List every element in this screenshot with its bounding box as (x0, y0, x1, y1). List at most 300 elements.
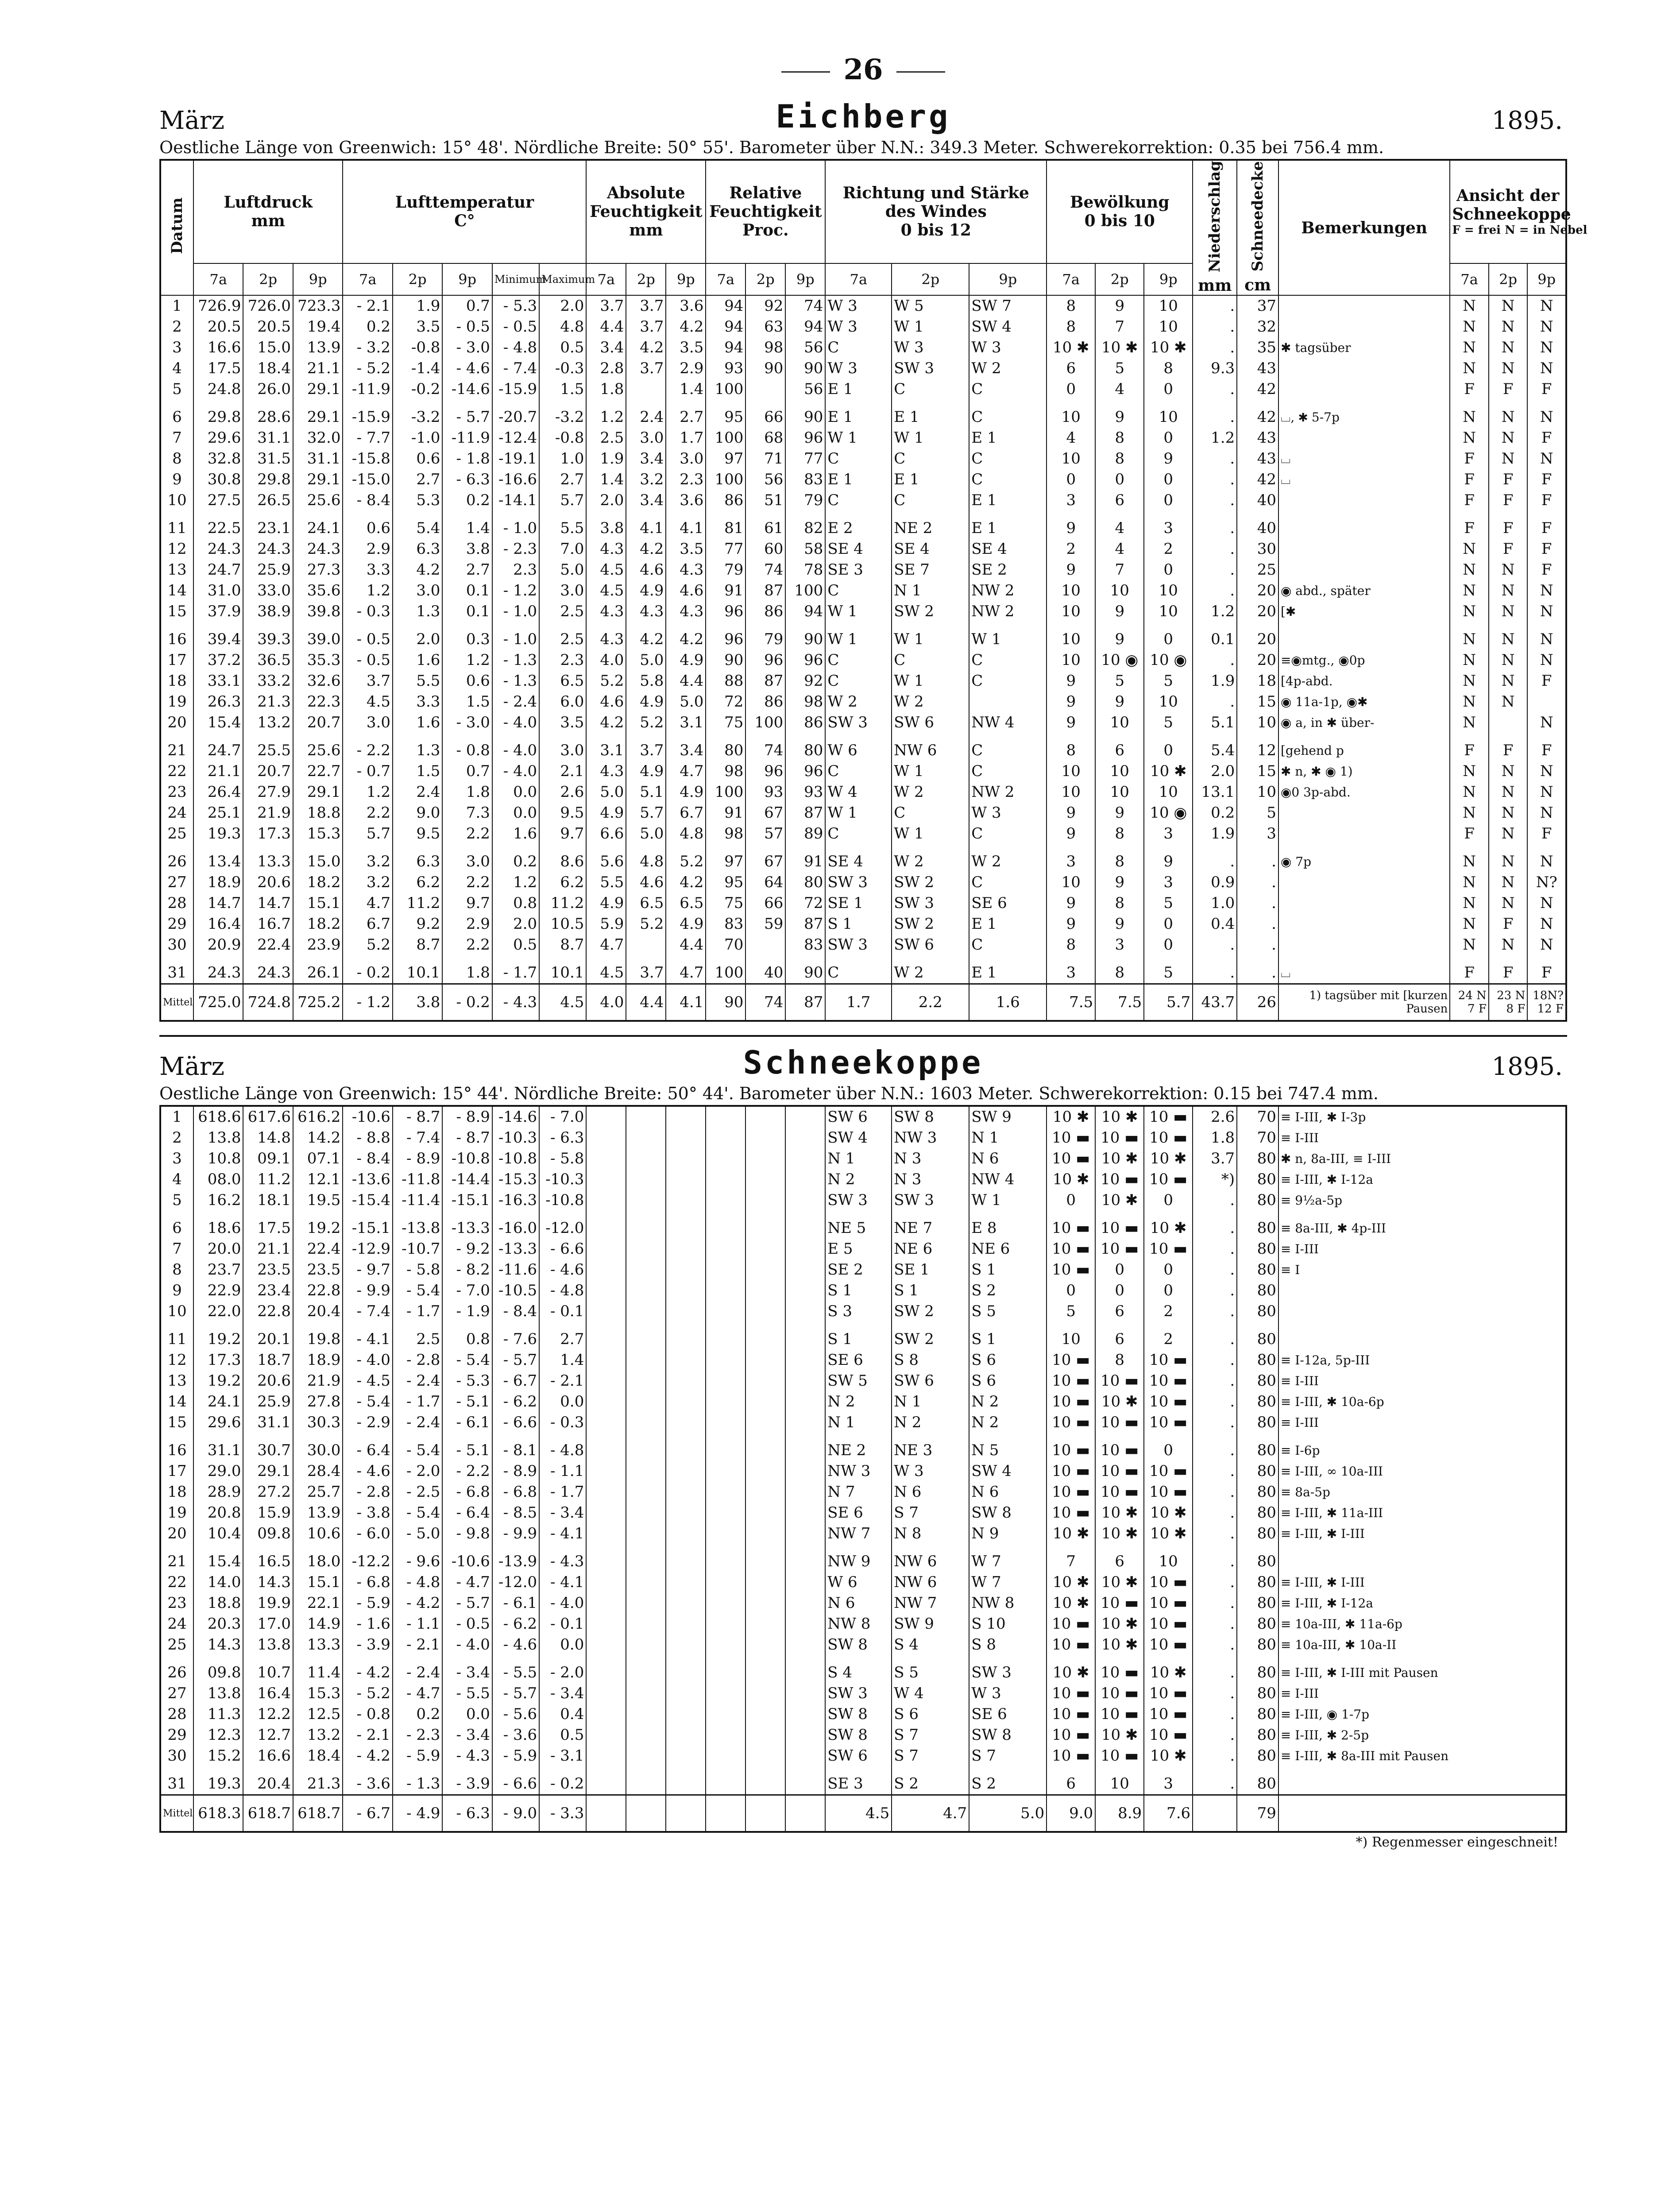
table-cell: 14.3 (243, 1572, 293, 1593)
table-cell: 9 (1095, 914, 1144, 935)
table-cell: 30.7 (243, 1440, 293, 1461)
table-cell: 3.1 (666, 712, 706, 740)
table-cell: F (1450, 379, 1488, 407)
table-cell: N (1450, 629, 1488, 650)
table-cell: 93 (745, 782, 785, 803)
table-cell: . (1193, 539, 1237, 560)
table-cell: . (1193, 1704, 1237, 1725)
table-cell: - 1.3 (393, 1773, 442, 1795)
table-cell: NE 6 (969, 1239, 1047, 1259)
table-cell (586, 1523, 626, 1551)
table-cell: 18.8 (193, 1593, 243, 1614)
table-cell: -20.7 (492, 407, 539, 428)
table-cell (586, 1572, 626, 1593)
mittel-cell: 79 (1237, 1795, 1278, 1832)
table-cell: SW 6 (892, 1371, 969, 1391)
table-cell: N (1489, 803, 1527, 823)
row-date: 3 (160, 1148, 193, 1169)
table-cell: 40 (745, 962, 785, 984)
table-cell: 33.1 (193, 671, 243, 691)
table-cell: W 2 (825, 691, 892, 712)
table-cell: N (1527, 295, 1566, 317)
table-cell: N 2 (825, 1391, 892, 1412)
table-cell (586, 1259, 626, 1280)
mittel-cell: 8.9 (1095, 1795, 1144, 1832)
table-cell (626, 1503, 666, 1523)
table-cell (626, 1391, 666, 1412)
table-cell (586, 1461, 626, 1482)
table-cell: -16.6 (492, 469, 539, 490)
table-cell: 10 ✱ (1095, 1634, 1144, 1662)
mittel-cell: - 6.7 (343, 1795, 392, 1832)
station1-coords: Oestliche Länge von Greenwich: 15° 48'. Nördliche Breite: 50° 55'. Barometer über N.N.: 349.3 Meter. Schwerekorrektion: 0.35 bei 756.4 mm. (159, 138, 1384, 157)
table-cell (706, 1128, 745, 1148)
row-date: 17 (160, 1461, 193, 1482)
table-cell: 2.3 (539, 650, 586, 671)
table-cell: 8 (1095, 448, 1144, 469)
table-cell: W 3 (969, 337, 1047, 358)
table-cell: 4.9 (586, 893, 626, 914)
table-cell (706, 1704, 745, 1725)
table-cell: 5 (1144, 671, 1193, 691)
table-cell: SW 9 (969, 1106, 1047, 1128)
table-cell: - 6.4 (442, 1503, 492, 1523)
table-cell: W 3 (969, 1683, 1047, 1704)
table-row (160, 1218, 1566, 1239)
table-cell: 10 ▬ (1047, 1503, 1095, 1523)
table-cell: 22.1 (293, 1593, 343, 1614)
table-cell: C (892, 490, 969, 518)
table-cell: - 4.0 (442, 1634, 492, 1662)
table-cell (785, 1169, 825, 1190)
table-cell: SW 2 (892, 1301, 969, 1329)
table-cell: 29.1 (293, 469, 343, 490)
table-cell: 72 (706, 691, 745, 712)
table-cell: 11.3 (193, 1704, 243, 1725)
table-cell: 72 (785, 893, 825, 914)
table-cell: - 2.3 (492, 539, 539, 560)
table-cell: 20.7 (243, 761, 293, 782)
table-cell (785, 1440, 825, 1461)
table-cell: 98 (706, 761, 745, 782)
table-cell: 9 (1047, 671, 1095, 691)
table-cell: 6.2 (393, 872, 442, 893)
table-cell: 10 ▬ (1144, 1128, 1193, 1148)
table-cell: 93 (785, 782, 825, 803)
table-cell: -15.3 (492, 1169, 539, 1190)
table-cell: ≡ I-III, ✱ 10a-6p (1278, 1391, 1566, 1412)
table-row (160, 358, 1566, 379)
table-cell: 10 ▬ (1047, 1725, 1095, 1746)
table-cell: 12.5 (293, 1704, 343, 1725)
table-cell: 2.9 (343, 539, 392, 560)
table-cell: 26.3 (193, 691, 243, 712)
table-cell: 96 (785, 650, 825, 671)
table-row (160, 740, 1566, 761)
table-cell: 96 (706, 629, 745, 650)
table-cell: 19.5 (293, 1190, 343, 1218)
row-date: 11 (160, 518, 193, 539)
table-cell: 15.4 (193, 712, 243, 740)
table-cell: - 4.8 (492, 337, 539, 358)
table-cell: 22.3 (293, 691, 343, 712)
table-cell: - 4.1 (539, 1572, 586, 1593)
table-cell: 10.1 (539, 962, 586, 984)
table-cell: . (1193, 1371, 1237, 1391)
table-cell: - 5.8 (539, 1148, 586, 1169)
table-cell (745, 1218, 785, 1239)
table-cell (706, 1391, 745, 1412)
table-cell: 98 (745, 337, 785, 358)
table-cell: 9.3 (1193, 358, 1237, 379)
row-date: 17 (160, 650, 193, 671)
table-cell: NW 2 (969, 782, 1047, 803)
table-cell: W 2 (892, 962, 969, 984)
table-cell: - 8.1 (492, 1440, 539, 1461)
station1-name: Eichberg (776, 98, 951, 135)
table-cell: 5.4 (393, 518, 442, 539)
table-cell (586, 1773, 626, 1795)
table-cell (666, 1259, 706, 1280)
h-lt-min: Minimum (492, 263, 539, 295)
table-cell: 10 (1144, 1551, 1193, 1572)
table-cell: 10 ▬ (1144, 1461, 1193, 1482)
h-ld-9p: 9p (293, 263, 343, 295)
table-cell: 616.2 (293, 1106, 343, 1128)
table-cell: 97 (706, 448, 745, 469)
table-cell: 7.3 (442, 803, 492, 823)
table-cell: 10 ▬ (1144, 1350, 1193, 1371)
table-cell: 7 (1095, 317, 1144, 337)
table-cell: 20 (1237, 629, 1278, 650)
table-cell: 71 (745, 448, 785, 469)
table-cell: . (1237, 962, 1278, 984)
table-cell: ◉ 11a-1p, ◉✱ (1278, 691, 1450, 712)
table-cell: 6 (1047, 358, 1095, 379)
table-cell (586, 1634, 626, 1662)
table-cell: 723.3 (293, 295, 343, 317)
table-row (160, 1704, 1566, 1725)
table-row (160, 1551, 1566, 1572)
table-cell: 0.2 (492, 851, 539, 872)
table-cell: S 8 (969, 1634, 1047, 1662)
table-cell: SE 4 (825, 539, 892, 560)
table-cell: 80 (1237, 1259, 1278, 1280)
table-cell: . (1237, 893, 1278, 914)
table-cell: W 3 (825, 317, 892, 337)
table-cell: 32.6 (293, 671, 343, 691)
table-row (160, 490, 1566, 518)
table-cell: - 5.3 (492, 295, 539, 317)
table-cell: - 1.3 (492, 671, 539, 691)
table-cell: 10 ▬ (1095, 1461, 1144, 1482)
table-cell: 0 (1144, 1440, 1193, 1461)
table-cell: 15.2 (193, 1746, 243, 1773)
table-cell: C (969, 671, 1047, 691)
mittel-cell: 24 N 7 F (1450, 984, 1488, 1021)
table-cell: - 4.2 (343, 1662, 392, 1683)
table-cell: SW 3 (825, 872, 892, 893)
table-cell: N (1450, 317, 1488, 337)
mittel-cell: - 9.0 (492, 1795, 539, 1832)
table-row (160, 671, 1566, 691)
table-cell: 0 (1047, 1190, 1095, 1218)
table-cell: - 5.2 (343, 1683, 392, 1704)
table-cell: - 5.8 (393, 1259, 442, 1280)
table-cell: N (1450, 337, 1488, 358)
table-cell: 1.3 (393, 601, 442, 629)
table-cell: 30.8 (193, 469, 243, 490)
table-cell: 6.3 (393, 851, 442, 872)
table-cell (626, 1148, 666, 1169)
table-cell (666, 1662, 706, 1683)
table-cell (745, 1725, 785, 1746)
table-cell: . (1193, 1634, 1237, 1662)
table-cell (785, 1218, 825, 1239)
row-date: 22 (160, 761, 193, 782)
table-cell: C (892, 379, 969, 407)
table-cell: - 5.7 (442, 407, 492, 428)
table-cell: 2.5 (539, 629, 586, 650)
table-cell: 5.9 (586, 914, 626, 935)
table-cell (785, 1391, 825, 1412)
table-cell: 30.3 (293, 1412, 343, 1440)
table-cell: 0.1 (1193, 629, 1237, 650)
table-cell: - 4.6 (492, 1634, 539, 1662)
mittel-cell: 43.7 (1193, 984, 1237, 1021)
table-cell: -0.2 (393, 379, 442, 407)
table-cell (706, 1725, 745, 1746)
table-cell: 86 (745, 691, 785, 712)
table-cell: 19.4 (293, 317, 343, 337)
table-cell: -15.0 (343, 469, 392, 490)
table-cell: ⌴, ✱ 5-7p (1278, 407, 1450, 428)
row-date: 18 (160, 1482, 193, 1503)
table-cell: - 9.8 (442, 1523, 492, 1551)
table-cell: 0.1 (442, 580, 492, 601)
table-cell (586, 1704, 626, 1725)
table-cell: . (1237, 872, 1278, 893)
table-cell (785, 1662, 825, 1683)
table-cell: 10 ▬ (1144, 1614, 1193, 1634)
table-cell: SW 8 (825, 1725, 892, 1746)
table-cell: 21.9 (293, 1371, 343, 1391)
table-cell: 3.6 (666, 295, 706, 317)
table-cell: 90 (785, 407, 825, 428)
table-cell: 80 (1237, 1280, 1278, 1301)
table-cell: 19.2 (293, 1218, 343, 1239)
row-date: 5 (160, 1190, 193, 1218)
table-cell: 0.0 (492, 803, 539, 823)
table-cell: 5.0 (586, 782, 626, 803)
table-cell: - 4.8 (393, 1572, 442, 1593)
table-cell: F (1527, 539, 1566, 560)
table-cell: W 2 (969, 358, 1047, 379)
table-cell: 4.3 (666, 601, 706, 629)
row-date: 31 (160, 1773, 193, 1795)
table-cell: 87 (785, 803, 825, 823)
table-cell: 3 (1047, 851, 1095, 872)
table-cell: - 6.2 (492, 1391, 539, 1412)
table-cell: 20.3 (193, 1614, 243, 1634)
table-cell: 1.5 (539, 379, 586, 407)
table-cell: N 3 (892, 1148, 969, 1169)
table-cell: . (1193, 691, 1237, 712)
table-cell (666, 1280, 706, 1301)
table-cell: SE 1 (892, 1259, 969, 1280)
table-cell: 3.1 (586, 740, 626, 761)
table-cell (745, 1350, 785, 1371)
table-cell: S 7 (892, 1725, 969, 1746)
table-cell: - 6.3 (539, 1128, 586, 1148)
table-cell: SE 7 (892, 560, 969, 580)
table-cell (1278, 935, 1450, 962)
table-cell: 10 (1095, 761, 1144, 782)
table-cell: NW 7 (892, 1593, 969, 1614)
table-cell: 80 (1237, 1704, 1278, 1725)
table-cell: 4.9 (626, 580, 666, 601)
table-cell: N (1489, 428, 1527, 448)
station1-title-line (159, 100, 1567, 135)
table-cell: 5.1 (1193, 712, 1237, 740)
table-cell: - 2.1 (539, 1371, 586, 1391)
table-cell: N (1527, 650, 1566, 671)
table-cell: 4.5 (586, 560, 626, 580)
table-row (160, 317, 1566, 337)
table-cell: . (1193, 490, 1237, 518)
table-cell: N (1450, 560, 1488, 580)
table-cell: 98 (706, 823, 745, 851)
table-cell: 10 ▬ (1095, 1593, 1144, 1614)
table-cell: 27.9 (243, 782, 293, 803)
table-cell: 10 ▬ (1144, 1593, 1193, 1614)
table-cell: 66 (745, 893, 785, 914)
table-cell: - 2.0 (393, 1461, 442, 1482)
table-cell: 29.8 (243, 469, 293, 490)
row-date: 4 (160, 1169, 193, 1190)
table-cell (1278, 518, 1450, 539)
table-cell: 10 ✱ (1047, 337, 1095, 358)
table-cell: 57 (745, 823, 785, 851)
table-cell: 70 (1237, 1106, 1278, 1128)
table-cell: . (1193, 1773, 1237, 1795)
table-cell: 18.7 (243, 1350, 293, 1371)
table-cell: 19.3 (193, 1773, 243, 1795)
table-cell: N (1450, 295, 1488, 317)
table-cell: 31.1 (193, 1440, 243, 1461)
table-cell: 27.5 (193, 490, 243, 518)
table-cell: 26.4 (193, 782, 243, 803)
h-lt-2p: 2p (393, 263, 442, 295)
table-cell (1489, 712, 1527, 740)
table-cell: 8.7 (393, 935, 442, 962)
table-row (160, 1662, 1566, 1683)
table-cell: C (892, 803, 969, 823)
table-cell: - 2.4 (393, 1371, 442, 1391)
table-cell: . (1193, 1412, 1237, 1440)
table-cell (1278, 560, 1450, 580)
table-cell: NW 4 (969, 1169, 1047, 1190)
table-cell: 90 (785, 962, 825, 984)
table-cell: 10 ✱ (1047, 1523, 1095, 1551)
table-cell: 29.0 (193, 1461, 243, 1482)
table-cell: 17.3 (243, 823, 293, 851)
table-row (160, 761, 1566, 782)
table-cell: 10 ✱ (1047, 1106, 1095, 1128)
row-date: 2 (160, 317, 193, 337)
table-cell: N (1527, 580, 1566, 601)
table-cell: 20.4 (293, 1301, 343, 1329)
table-cell: 0 (1144, 1280, 1193, 1301)
table-cell: W 4 (892, 1683, 969, 1704)
table-cell (626, 1725, 666, 1746)
table-cell: 20 (1237, 650, 1278, 671)
table-cell: C (969, 872, 1047, 893)
table-cell: 1.6 (393, 712, 442, 740)
table-cell: 10 ▬ (1047, 1440, 1095, 1461)
table-cell: - 7.4 (393, 1128, 442, 1148)
table-row (160, 560, 1566, 580)
table-cell: F (1527, 740, 1566, 761)
table-cell: 14.7 (243, 893, 293, 914)
table-cell: - 8.4 (343, 1148, 392, 1169)
table-cell: 6 (1047, 1773, 1095, 1795)
table-cell: ✱ n, ✱ ◉ 1) (1278, 761, 1450, 782)
table-cell: ≡ 9½a-5p (1278, 1190, 1566, 1218)
mittel-cell: - 1.2 (343, 984, 392, 1021)
table-cell: 18.2 (293, 872, 343, 893)
table-cell: 0 (1144, 935, 1193, 962)
table-cell: 5.8 (626, 671, 666, 691)
table-cell: -15.9 (343, 407, 392, 428)
table-cell: ⌴ (1278, 448, 1450, 469)
table-cell: F (1489, 962, 1527, 984)
table-cell: 8 (1144, 358, 1193, 379)
section-divider (159, 1035, 1567, 1037)
table-cell: 37 (1237, 295, 1278, 317)
table-cell: W 1 (825, 629, 892, 650)
table-cell: N 2 (825, 1169, 892, 1190)
table-cell (626, 1239, 666, 1259)
table-cell: 91 (706, 580, 745, 601)
table-cell (626, 1128, 666, 1148)
table-cell: 10 ▬ (1144, 1704, 1193, 1725)
station2-title-line (159, 1046, 1567, 1081)
table-cell: -10.8 (492, 1148, 539, 1169)
table-cell: 80 (1237, 1148, 1278, 1169)
table-cell: . (1193, 1662, 1237, 1683)
table-cell: 80 (1237, 1190, 1278, 1218)
row-date: 23 (160, 782, 193, 803)
table-cell: SW 7 (969, 295, 1047, 317)
table-cell (785, 1239, 825, 1259)
table-cell: - 2.2 (343, 740, 392, 761)
table-cell: N (1489, 872, 1527, 893)
row-date: 19 (160, 1503, 193, 1523)
table-cell: - 2.0 (539, 1662, 586, 1683)
table-cell: -12.2 (343, 1551, 392, 1572)
mittel-cell: 3.8 (393, 984, 442, 1021)
table-cell (666, 1239, 706, 1259)
table-cell: ≡ I-III, ✱ I-III (1278, 1523, 1566, 1551)
table-row (160, 1329, 1566, 1350)
table-cell: - 5.1 (442, 1440, 492, 1461)
table-cell (666, 1773, 706, 1795)
table-cell: 0 (1144, 428, 1193, 448)
table-cell: - 3.6 (492, 1725, 539, 1746)
table-cell: 10.5 (539, 914, 586, 935)
row-date: 13 (160, 560, 193, 580)
